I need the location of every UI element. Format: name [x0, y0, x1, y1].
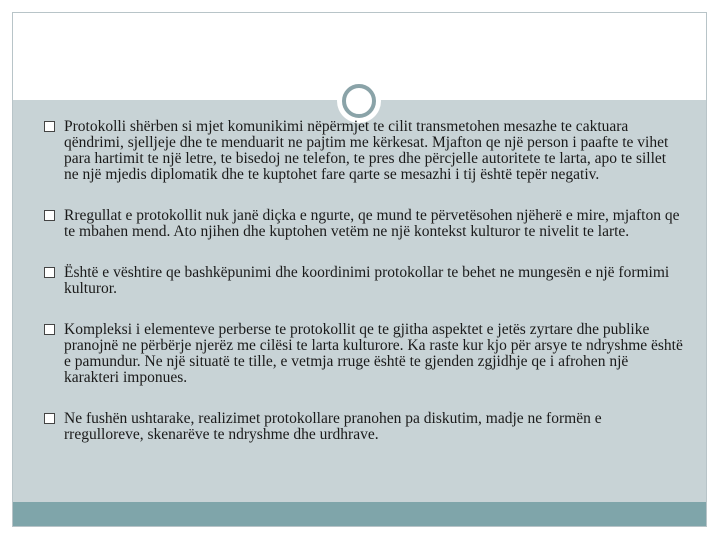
bullet-list	[44, 119, 684, 468]
bullet-square-icon	[44, 267, 55, 278]
bullet-item	[44, 265, 684, 297]
bullet-square-icon	[44, 210, 55, 221]
bullet-text: Rregullat e protokollit nuk janë diçka e ngurte, qe mund te përvetësohen njëherë e mire, mjafton qe te mbahen mend. Ato njihen dhe kuptohen vetëm ne një kontekst kulturor te nivelit te larte.	[64, 207, 680, 240]
bullet-text: Është e vështire qe bashkëpunimi dhe koordinimi protokollar te behet ne mungesën e një formimi kulturor.	[64, 264, 670, 297]
circle-ornament-icon	[342, 84, 376, 118]
footer-band	[13, 502, 706, 526]
bullet-text: Kompleksi i elementeve perberse te protokollit qe te gjitha aspektet e jetës zyrtare dhe publike pranojnë ne përbërje njerëz me cilësi te larta kulturore. Ka raste kur kjo për arsye te ndryshme është e pamundur. Ne një situatë te tille, e vetmja rruge është te gjenden zgjidhje qe i afrohen një karakteri imponues.	[64, 321, 683, 386]
bullet-square-icon	[44, 121, 55, 132]
bullet-item	[44, 119, 684, 183]
bullet-item	[44, 411, 684, 443]
bullet-text: Protokolli shërben si mjet komunikimi nëpërmjet te cilit transmetohen mesazhe te caktuara qëndrimi, sjelljeje dhe te menduarit ne pajtim me kërkesat. Mjafton qe një person i paafte te vihet para hartimit te një letre, te bisedoj ne telefon, te pres dhe përcjelle autoritete te larta, apo te sillet ne një mjedis diplomatik dhe te kuptohet fare qarte se mesazhi i tij është tepër negativ.	[64, 118, 669, 183]
bullet-text: Ne fushën ushtarake, realizimet protokollare pranohen pa diskutim, madje ne formën e rregulloreve, skenarëve te ndryshme dhe urdhrave.	[64, 410, 602, 443]
bullet-item	[44, 322, 684, 386]
bullet-square-icon	[44, 324, 55, 335]
bullet-square-icon	[44, 413, 55, 424]
bullet-item	[44, 208, 684, 240]
